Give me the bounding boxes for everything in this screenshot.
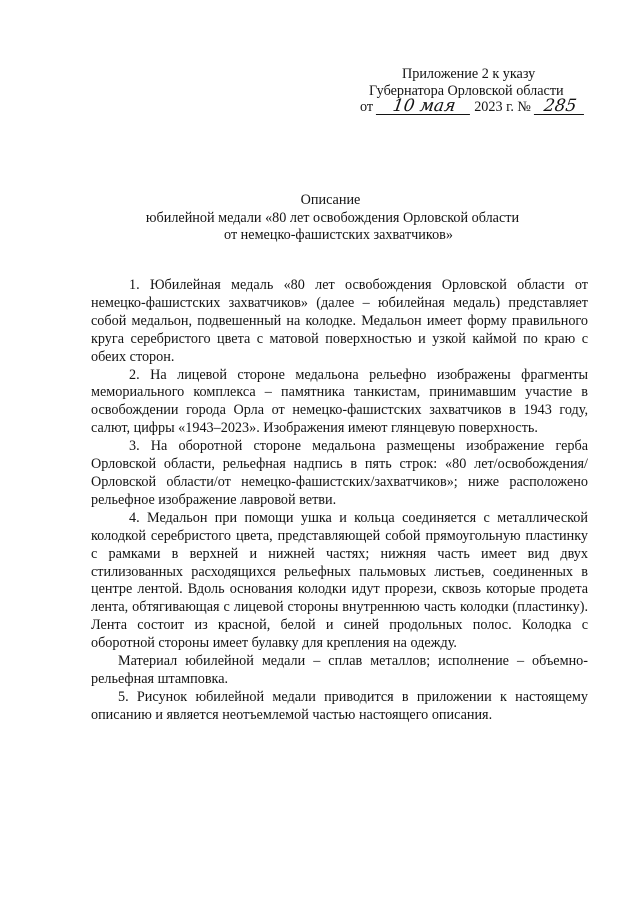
title-line-3: от немецко-фашистских захватчиков» — [224, 227, 453, 243]
paragraph-5: 5. Рисунок юбилейной медали приводится в приложении к настоящему описанию и является неотъемлемой частью настоящего описания. — [91, 688, 588, 723]
paragraph-3: 3. На оборотной стороне медальона размещены изображение герба Орловской области, рельефная надпись в пять строк: «80 лет/освобождения/Орловской области/от немецко-фашистских/захватчиков»; ниже расположено рельефное изображение лавровой ветви. — [91, 438, 588, 508]
appendix-header — [360, 66, 610, 116]
title-line-2: юбилейной медали «80 лет освобождения Орловской области — [145, 209, 520, 226]
appendix-line-1: Приложение 2 к указу — [402, 66, 536, 82]
document-title — [0, 192, 637, 245]
paragraph-material: Материал юбилейной медали – сплав металлов; исполнение – объемно-рельефная штамповка. — [91, 653, 588, 687]
year-text: 2023 г. № — [474, 99, 531, 115]
paragraph-1: 1. Юбилейная медаль «80 лет освобождения Орловской области от немецко-фашистских захватчиков» (далее – юбилейная медаль) представляет собой медальон, подвешенный на колодке. Медальон имеет форму правильного круга серебристого цвета с матовой поверхностью и узкой каймой по краю с обеих сторон. — [91, 277, 588, 365]
document-body — [91, 277, 588, 725]
paragraph-4: 4. Медальон при помощи ушка и кольца соединяется с металлической колодкой серебристого цвета, представляющей собой прямоугольную пластинку с рамками в верхней и нижней частях; нижняя часть имеет вид двух стилизованных расходящихся рельефных пальмовых листьев, соединенных в центре лентой. Вдоль основания колодки идут прорези, сквозь которые продета лента, обтягивающая с лицевой стороны внутреннюю часть колодки (пластинку). Лента состоит из красной, белой и синей продольных полос. Колодка с оборотной стороны имеет булавку для крепления на одежду. — [91, 509, 588, 652]
handwritten-date: 10 мая — [376, 99, 472, 115]
handwritten-number: 285 — [533, 99, 585, 115]
appendix-line-2: Губернатора Орловской области — [369, 82, 564, 99]
paragraph-2: 2. На лицевой стороне медальона рельефно изображены фрагменты мемориального комплекса – памятника танкистам, принимавшим участие в освобождении города Орла от немецко-фашистских захватчиков в 1943 году, салют, цифры «1943–2023». Изображения имеют глянцевую поверхность. — [91, 366, 588, 437]
appendix-line-3 — [360, 96, 610, 116]
from-prefix: от — [360, 99, 374, 115]
title-line-1: Описание — [300, 192, 361, 208]
